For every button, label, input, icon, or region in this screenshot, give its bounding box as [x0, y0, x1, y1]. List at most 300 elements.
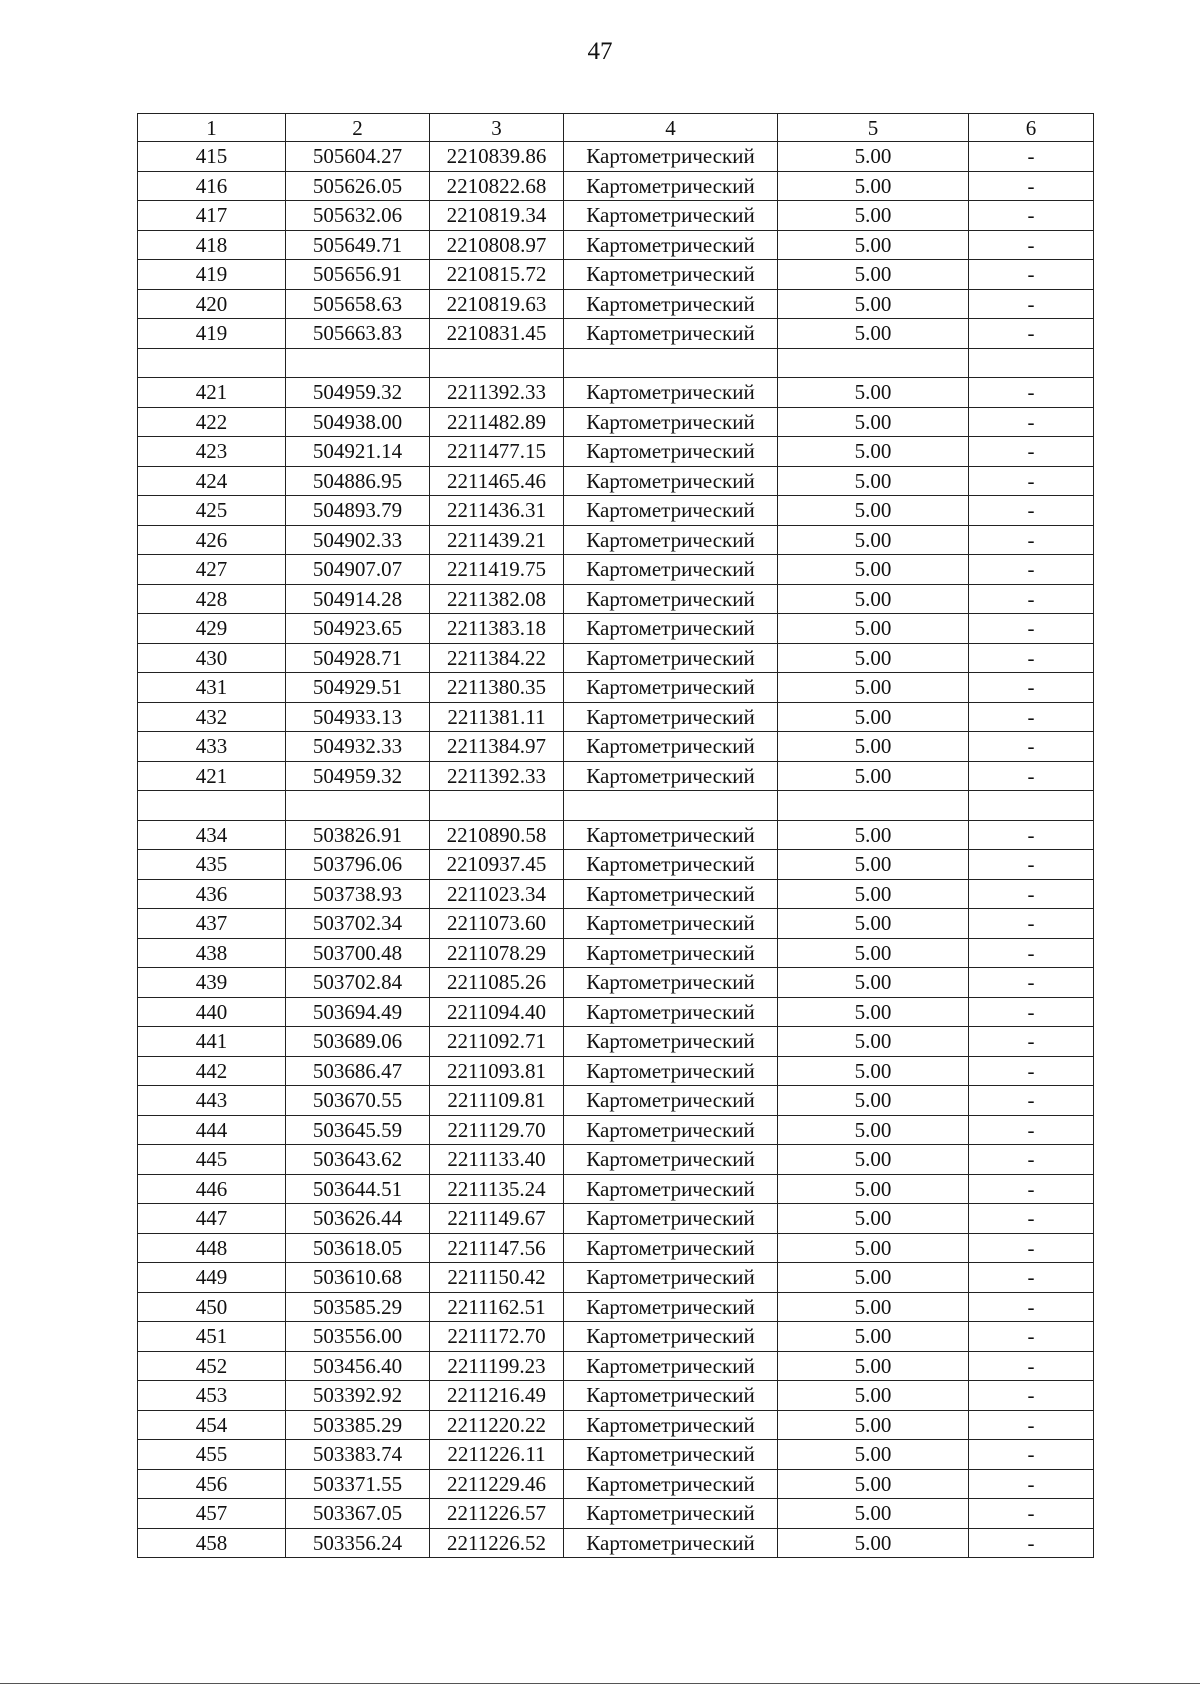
x-coordinate-cell: 504959.32 — [286, 378, 430, 408]
method-cell: Картометрический — [564, 1410, 778, 1440]
method-cell: Картометрический — [564, 1528, 778, 1558]
method-cell: Картометрический — [564, 1174, 778, 1204]
coordinates-table — [137, 113, 1094, 1558]
table-row — [138, 1499, 1094, 1529]
point-number-cell: 442 — [138, 1056, 286, 1086]
x-coordinate-cell: 503689.06 — [286, 1027, 430, 1057]
x-coordinate-cell: 504923.65 — [286, 614, 430, 644]
y-coordinate-cell: 2211477.15 — [430, 437, 564, 467]
y-coordinate-cell: 2211384.97 — [430, 732, 564, 762]
point-number-cell: 439 — [138, 968, 286, 998]
method-cell: Картометрический — [564, 968, 778, 998]
x-coordinate-cell: 503456.40 — [286, 1351, 430, 1381]
method-cell: Картометрический — [564, 820, 778, 850]
note-cell: - — [969, 850, 1094, 880]
y-coordinate-cell: 2211229.46 — [430, 1469, 564, 1499]
column-header: 1 — [138, 114, 286, 142]
table-row — [138, 201, 1094, 231]
point-number-cell: 458 — [138, 1528, 286, 1558]
table-row — [138, 1381, 1094, 1411]
accuracy-cell: 5.00 — [778, 1322, 969, 1352]
y-coordinate-cell: 2210937.45 — [430, 850, 564, 880]
x-coordinate-cell: 503670.55 — [286, 1086, 430, 1116]
point-number-cell: 435 — [138, 850, 286, 880]
table-row — [138, 260, 1094, 290]
bottom-divider — [0, 1683, 1200, 1684]
note-cell: - — [969, 230, 1094, 260]
method-cell: Картометрический — [564, 289, 778, 319]
note-cell: - — [969, 1027, 1094, 1057]
note-cell: - — [969, 260, 1094, 290]
x-coordinate-cell: 503610.68 — [286, 1263, 430, 1293]
point-number-cell: 431 — [138, 673, 286, 703]
note-cell: - — [969, 171, 1094, 201]
method-cell — [564, 348, 778, 378]
note-cell: - — [969, 1292, 1094, 1322]
table-row — [138, 1056, 1094, 1086]
note-cell: - — [969, 1233, 1094, 1263]
table-row — [138, 673, 1094, 703]
table-row — [138, 319, 1094, 349]
y-coordinate-cell: 2211149.67 — [430, 1204, 564, 1234]
method-cell: Картометрический — [564, 319, 778, 349]
table-row — [138, 289, 1094, 319]
method-cell: Картометрический — [564, 673, 778, 703]
table-row — [138, 525, 1094, 555]
y-coordinate-cell: 2211172.70 — [430, 1322, 564, 1352]
accuracy-cell: 5.00 — [778, 820, 969, 850]
point-number-cell: 423 — [138, 437, 286, 467]
y-coordinate-cell: 2211382.08 — [430, 584, 564, 614]
note-cell: - — [969, 938, 1094, 968]
method-cell: Картометрический — [564, 732, 778, 762]
method-cell: Картометрический — [564, 525, 778, 555]
accuracy-cell: 5.00 — [778, 1381, 969, 1411]
point-number-cell: 447 — [138, 1204, 286, 1234]
table-row — [138, 1292, 1094, 1322]
x-coordinate-cell: 504921.14 — [286, 437, 430, 467]
method-cell: Картометрический — [564, 437, 778, 467]
accuracy-cell: 5.00 — [778, 1263, 969, 1293]
accuracy-cell: 5.00 — [778, 171, 969, 201]
point-number-cell: 446 — [138, 1174, 286, 1204]
accuracy-cell: 5.00 — [778, 1410, 969, 1440]
note-cell: - — [969, 142, 1094, 172]
y-coordinate-cell: 2211147.56 — [430, 1233, 564, 1263]
method-cell: Картометрический — [564, 879, 778, 909]
method-cell: Картометрический — [564, 1145, 778, 1175]
accuracy-cell: 5.00 — [778, 1056, 969, 1086]
accuracy-cell: 5.00 — [778, 496, 969, 526]
method-cell: Картометрический — [564, 584, 778, 614]
accuracy-cell: 5.00 — [778, 289, 969, 319]
column-header: 4 — [564, 114, 778, 142]
accuracy-cell: 5.00 — [778, 702, 969, 732]
table-row — [138, 702, 1094, 732]
point-number-cell: 443 — [138, 1086, 286, 1116]
x-coordinate-cell: 504902.33 — [286, 525, 430, 555]
note-cell: - — [969, 1145, 1094, 1175]
note-cell: - — [969, 879, 1094, 909]
point-number-cell: 420 — [138, 289, 286, 319]
method-cell: Картометрический — [564, 1351, 778, 1381]
method-cell: Картометрический — [564, 1056, 778, 1086]
table-row — [138, 850, 1094, 880]
method-cell: Картометрический — [564, 466, 778, 496]
accuracy-cell: 5.00 — [778, 732, 969, 762]
x-coordinate-cell: 503367.05 — [286, 1499, 430, 1529]
accuracy-cell: 5.00 — [778, 319, 969, 349]
accuracy-cell: 5.00 — [778, 1233, 969, 1263]
y-coordinate-cell: 2211419.75 — [430, 555, 564, 585]
x-coordinate-cell: 503618.05 — [286, 1233, 430, 1263]
method-cell: Картометрический — [564, 850, 778, 880]
point-number-cell: 419 — [138, 319, 286, 349]
y-coordinate-cell: 2210822.68 — [430, 171, 564, 201]
note-cell: - — [969, 909, 1094, 939]
accuracy-cell — [778, 348, 969, 378]
method-cell: Картометрический — [564, 702, 778, 732]
table-row — [138, 496, 1094, 526]
point-number-cell: 417 — [138, 201, 286, 231]
table-row — [138, 1263, 1094, 1293]
method-cell: Картометрический — [564, 997, 778, 1027]
point-number-cell: 453 — [138, 1381, 286, 1411]
x-coordinate-cell: 503645.59 — [286, 1115, 430, 1145]
table-row — [138, 1233, 1094, 1263]
point-number-cell: 457 — [138, 1499, 286, 1529]
method-cell: Картометрический — [564, 201, 778, 231]
y-coordinate-cell: 2211162.51 — [430, 1292, 564, 1322]
accuracy-cell: 5.00 — [778, 1292, 969, 1322]
y-coordinate-cell — [430, 348, 564, 378]
note-cell: - — [969, 820, 1094, 850]
point-number-cell — [138, 791, 286, 821]
y-coordinate-cell: 2211085.26 — [430, 968, 564, 998]
x-coordinate-cell: 503556.00 — [286, 1322, 430, 1352]
x-coordinate-cell: 504886.95 — [286, 466, 430, 496]
x-coordinate-cell: 505663.83 — [286, 319, 430, 349]
point-number-cell: 415 — [138, 142, 286, 172]
table-row — [138, 1145, 1094, 1175]
x-coordinate-cell: 505632.06 — [286, 201, 430, 231]
y-coordinate-cell: 2211384.22 — [430, 643, 564, 673]
accuracy-cell: 5.00 — [778, 555, 969, 585]
method-cell: Картометрический — [564, 1263, 778, 1293]
note-cell: - — [969, 1263, 1094, 1293]
method-cell: Картометрический — [564, 909, 778, 939]
accuracy-cell: 5.00 — [778, 761, 969, 791]
table-row — [138, 584, 1094, 614]
table-body — [138, 114, 1094, 1558]
point-number-cell: 448 — [138, 1233, 286, 1263]
y-coordinate-cell: 2211226.52 — [430, 1528, 564, 1558]
y-coordinate-cell: 2211023.34 — [430, 879, 564, 909]
x-coordinate-cell: 503702.84 — [286, 968, 430, 998]
point-number-cell: 421 — [138, 378, 286, 408]
note-cell: - — [969, 289, 1094, 319]
note-cell: - — [969, 1469, 1094, 1499]
note-cell: - — [969, 1115, 1094, 1145]
accuracy-cell — [778, 791, 969, 821]
table-row — [138, 1410, 1094, 1440]
x-coordinate-cell: 505626.05 — [286, 171, 430, 201]
point-number-cell: 421 — [138, 761, 286, 791]
point-number-cell: 449 — [138, 1263, 286, 1293]
point-number-cell: 422 — [138, 407, 286, 437]
note-cell: - — [969, 1174, 1094, 1204]
x-coordinate-cell: 503626.44 — [286, 1204, 430, 1234]
point-number-cell: 419 — [138, 260, 286, 290]
x-coordinate-cell: 503686.47 — [286, 1056, 430, 1086]
note-cell: - — [969, 702, 1094, 732]
method-cell: Картометрический — [564, 1322, 778, 1352]
point-number-cell: 438 — [138, 938, 286, 968]
note-cell: - — [969, 437, 1094, 467]
y-coordinate-cell: 2211226.57 — [430, 1499, 564, 1529]
x-coordinate-cell: 503738.93 — [286, 879, 430, 909]
x-coordinate-cell: 504929.51 — [286, 673, 430, 703]
table-row — [138, 1440, 1094, 1470]
note-cell: - — [969, 997, 1094, 1027]
point-number-cell: 440 — [138, 997, 286, 1027]
method-cell: Картометрический — [564, 1115, 778, 1145]
table-row — [138, 348, 1094, 378]
table-row — [138, 791, 1094, 821]
x-coordinate-cell: 503796.06 — [286, 850, 430, 880]
x-coordinate-cell: 503383.74 — [286, 1440, 430, 1470]
method-cell: Картометрический — [564, 761, 778, 791]
point-number-cell: 424 — [138, 466, 286, 496]
accuracy-cell: 5.00 — [778, 1499, 969, 1529]
note-cell: - — [969, 643, 1094, 673]
y-coordinate-cell: 2211109.81 — [430, 1086, 564, 1116]
accuracy-cell: 5.00 — [778, 1204, 969, 1234]
accuracy-cell: 5.00 — [778, 1528, 969, 1558]
table-row — [138, 171, 1094, 201]
x-coordinate-cell: 504938.00 — [286, 407, 430, 437]
y-coordinate-cell: 2210890.58 — [430, 820, 564, 850]
point-number-cell: 426 — [138, 525, 286, 555]
method-cell: Картометрический — [564, 260, 778, 290]
x-coordinate-cell: 503826.91 — [286, 820, 430, 850]
note-cell — [969, 791, 1094, 821]
point-number-cell: 430 — [138, 643, 286, 673]
table-row — [138, 909, 1094, 939]
accuracy-cell: 5.00 — [778, 643, 969, 673]
accuracy-cell: 5.00 — [778, 1351, 969, 1381]
y-coordinate-cell: 2211135.24 — [430, 1174, 564, 1204]
x-coordinate-cell: 503700.48 — [286, 938, 430, 968]
table-row — [138, 879, 1094, 909]
note-cell: - — [969, 1440, 1094, 1470]
x-coordinate-cell: 505656.91 — [286, 260, 430, 290]
y-coordinate-cell: 2211129.70 — [430, 1115, 564, 1145]
table-row — [138, 1086, 1094, 1116]
point-number-cell: 441 — [138, 1027, 286, 1057]
x-coordinate-cell: 504932.33 — [286, 732, 430, 762]
accuracy-cell: 5.00 — [778, 850, 969, 880]
x-coordinate-cell: 504907.07 — [286, 555, 430, 585]
accuracy-cell: 5.00 — [778, 938, 969, 968]
method-cell: Картометрический — [564, 1233, 778, 1263]
accuracy-cell: 5.00 — [778, 260, 969, 290]
x-coordinate-cell: 504914.28 — [286, 584, 430, 614]
method-cell: Картометрический — [564, 1027, 778, 1057]
table-row — [138, 466, 1094, 496]
table-row — [138, 142, 1094, 172]
point-number-cell: 452 — [138, 1351, 286, 1381]
method-cell: Картометрический — [564, 1086, 778, 1116]
accuracy-cell: 5.00 — [778, 614, 969, 644]
table-row — [138, 230, 1094, 260]
y-coordinate-cell: 2211216.49 — [430, 1381, 564, 1411]
method-cell: Картометрический — [564, 407, 778, 437]
accuracy-cell: 5.00 — [778, 879, 969, 909]
note-cell: - — [969, 319, 1094, 349]
y-coordinate-cell: 2211392.33 — [430, 378, 564, 408]
x-coordinate-cell: 503644.51 — [286, 1174, 430, 1204]
x-coordinate-cell — [286, 791, 430, 821]
y-coordinate-cell: 2211381.11 — [430, 702, 564, 732]
note-cell: - — [969, 1351, 1094, 1381]
point-number-cell: 451 — [138, 1322, 286, 1352]
y-coordinate-cell: 2211094.40 — [430, 997, 564, 1027]
y-coordinate-cell: 2210819.34 — [430, 201, 564, 231]
accuracy-cell: 5.00 — [778, 584, 969, 614]
method-cell: Картометрический — [564, 938, 778, 968]
y-coordinate-cell: 2210808.97 — [430, 230, 564, 260]
page-number: 47 — [587, 38, 613, 65]
note-cell: - — [969, 584, 1094, 614]
accuracy-cell: 5.00 — [778, 1469, 969, 1499]
accuracy-cell: 5.00 — [778, 466, 969, 496]
note-cell: - — [969, 525, 1094, 555]
accuracy-cell: 5.00 — [778, 1174, 969, 1204]
table-row — [138, 1528, 1094, 1558]
note-cell: - — [969, 378, 1094, 408]
point-number-cell: 433 — [138, 732, 286, 762]
table-row — [138, 437, 1094, 467]
x-coordinate-cell: 504928.71 — [286, 643, 430, 673]
y-coordinate-cell: 2211199.23 — [430, 1351, 564, 1381]
accuracy-cell: 5.00 — [778, 378, 969, 408]
y-coordinate-cell: 2211436.31 — [430, 496, 564, 526]
point-number-cell — [138, 348, 286, 378]
y-coordinate-cell: 2210831.45 — [430, 319, 564, 349]
x-coordinate-cell: 503694.49 — [286, 997, 430, 1027]
point-number-cell: 445 — [138, 1145, 286, 1175]
x-coordinate-cell: 504959.32 — [286, 761, 430, 791]
accuracy-cell: 5.00 — [778, 1027, 969, 1057]
y-coordinate-cell: 2211133.40 — [430, 1145, 564, 1175]
x-coordinate-cell: 504893.79 — [286, 496, 430, 526]
y-coordinate-cell: 2211383.18 — [430, 614, 564, 644]
method-cell: Картометрический — [564, 1381, 778, 1411]
y-coordinate-cell: 2211073.60 — [430, 909, 564, 939]
table-row — [138, 1469, 1094, 1499]
y-coordinate-cell: 2210839.86 — [430, 142, 564, 172]
point-number-cell: 429 — [138, 614, 286, 644]
accuracy-cell: 5.00 — [778, 525, 969, 555]
x-coordinate-cell: 505649.71 — [286, 230, 430, 260]
accuracy-cell: 5.00 — [778, 1145, 969, 1175]
table-row — [138, 820, 1094, 850]
note-cell: - — [969, 614, 1094, 644]
table-row — [138, 555, 1094, 585]
note-cell: - — [969, 761, 1094, 791]
method-cell: Картометрический — [564, 230, 778, 260]
point-number-cell: 416 — [138, 171, 286, 201]
table-row — [138, 1115, 1094, 1145]
point-number-cell: 437 — [138, 909, 286, 939]
accuracy-cell: 5.00 — [778, 407, 969, 437]
point-number-cell: 418 — [138, 230, 286, 260]
note-cell: - — [969, 1086, 1094, 1116]
table-row — [138, 614, 1094, 644]
x-coordinate-cell: 503392.92 — [286, 1381, 430, 1411]
x-coordinate-cell: 505658.63 — [286, 289, 430, 319]
point-number-cell: 455 — [138, 1440, 286, 1470]
method-cell: Картометрический — [564, 496, 778, 526]
y-coordinate-cell: 2211150.42 — [430, 1263, 564, 1293]
method-cell: Картометрический — [564, 1499, 778, 1529]
accuracy-cell: 5.00 — [778, 909, 969, 939]
y-coordinate-cell: 2211092.71 — [430, 1027, 564, 1057]
table-row — [138, 1351, 1094, 1381]
note-cell: - — [969, 732, 1094, 762]
method-cell: Картометрический — [564, 1204, 778, 1234]
note-cell: - — [969, 496, 1094, 526]
table-row — [138, 378, 1094, 408]
note-cell: - — [969, 466, 1094, 496]
x-coordinate-cell: 504933.13 — [286, 702, 430, 732]
note-cell: - — [969, 968, 1094, 998]
table-row — [138, 1027, 1094, 1057]
method-cell: Картометрический — [564, 171, 778, 201]
y-coordinate-cell — [430, 791, 564, 821]
table-row — [138, 938, 1094, 968]
accuracy-cell: 5.00 — [778, 230, 969, 260]
column-header: 3 — [430, 114, 564, 142]
accuracy-cell: 5.00 — [778, 1440, 969, 1470]
x-coordinate-cell: 505604.27 — [286, 142, 430, 172]
column-header: 5 — [778, 114, 969, 142]
accuracy-cell: 5.00 — [778, 1115, 969, 1145]
y-coordinate-cell: 2211482.89 — [430, 407, 564, 437]
point-number-cell: 434 — [138, 820, 286, 850]
y-coordinate-cell: 2211465.46 — [430, 466, 564, 496]
table-row — [138, 732, 1094, 762]
note-cell: - — [969, 1322, 1094, 1352]
note-cell: - — [969, 673, 1094, 703]
note-cell: - — [969, 1410, 1094, 1440]
table-row — [138, 407, 1094, 437]
accuracy-cell: 5.00 — [778, 437, 969, 467]
method-cell — [564, 791, 778, 821]
table-row — [138, 643, 1094, 673]
method-cell: Картометрический — [564, 614, 778, 644]
y-coordinate-cell: 2211380.35 — [430, 673, 564, 703]
y-coordinate-cell: 2211220.22 — [430, 1410, 564, 1440]
note-cell — [969, 348, 1094, 378]
point-number-cell: 454 — [138, 1410, 286, 1440]
point-number-cell: 428 — [138, 584, 286, 614]
y-coordinate-cell: 2210819.63 — [430, 289, 564, 319]
column-header: 2 — [286, 114, 430, 142]
accuracy-cell: 5.00 — [778, 997, 969, 1027]
note-cell: - — [969, 555, 1094, 585]
